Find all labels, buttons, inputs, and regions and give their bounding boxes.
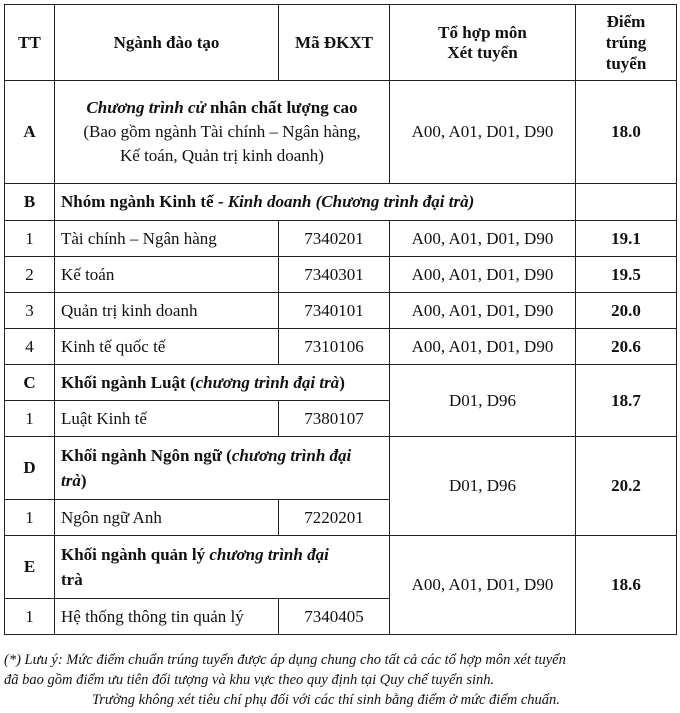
row-name: Luật Kinh tế bbox=[55, 401, 279, 437]
table-row bbox=[5, 221, 677, 257]
row-tt: 1 bbox=[5, 500, 55, 536]
group-d-title-plain: Khối ngành Ngôn ngữ ( bbox=[61, 446, 232, 465]
group-a-sub2: Kế toán, Quản trị kinh doanh) bbox=[120, 146, 324, 165]
table-row bbox=[5, 293, 677, 329]
group-d-tt: D bbox=[5, 437, 55, 500]
group-b-row bbox=[5, 184, 677, 221]
group-d-title bbox=[55, 437, 390, 500]
header-to-hop-l1: Tổ hợp môn bbox=[438, 22, 527, 42]
header-diem-l2: trúng bbox=[605, 33, 647, 52]
group-e-row bbox=[5, 536, 677, 599]
row-tt: 1 bbox=[5, 599, 55, 635]
group-b-title bbox=[55, 184, 576, 221]
row-code: 7380107 bbox=[279, 401, 390, 437]
group-a-row bbox=[5, 81, 677, 184]
group-d-title-end: ) bbox=[80, 471, 87, 490]
group-e-title-line2: trà bbox=[61, 570, 83, 589]
header-to-hop-l2: Xét tuyển bbox=[447, 42, 518, 62]
group-a-combo: A00, A01, D01, D90 bbox=[390, 81, 576, 184]
group-c-title-plain: Khối ngành Luật ( bbox=[61, 372, 196, 392]
row-score: 20.0 bbox=[576, 293, 677, 329]
group-c-title bbox=[55, 365, 390, 401]
row-name: Quản trị kinh doanh bbox=[55, 293, 279, 329]
group-a-sub1: (Bao gồm ngành Tài chính – Ngân hàng, bbox=[83, 122, 361, 141]
group-a-tt: A bbox=[5, 81, 55, 184]
group-c-row bbox=[5, 365, 677, 401]
header-diem-l1: Điểm bbox=[606, 12, 646, 31]
group-a-title-italic: Chương trình cử bbox=[86, 98, 206, 117]
group-e-score: 18.6 bbox=[576, 536, 677, 635]
group-d-title-italic: chương trình đại bbox=[231, 446, 352, 465]
group-d-combo: D01, D96 bbox=[390, 437, 576, 536]
row-tt: 1 bbox=[5, 221, 55, 257]
group-e-combo: A00, A01, D01, D90 bbox=[390, 536, 576, 635]
footnote bbox=[4, 650, 676, 710]
row-code: 7310106 bbox=[279, 329, 390, 365]
row-score: 19.5 bbox=[576, 257, 677, 293]
group-d-title-line2: trà bbox=[61, 471, 81, 490]
header-diem bbox=[576, 5, 677, 81]
table-row bbox=[5, 257, 677, 293]
row-combo: A00, A01, D01, D90 bbox=[390, 293, 576, 329]
row-code: 7340301 bbox=[279, 257, 390, 293]
group-c-title-end: ) bbox=[339, 372, 345, 392]
group-d-row bbox=[5, 437, 677, 500]
row-code: 7340201 bbox=[279, 221, 390, 257]
row-tt: 3 bbox=[5, 293, 55, 329]
row-tt: 1 bbox=[5, 401, 55, 437]
group-c-tt: C bbox=[5, 365, 55, 401]
header-to-hop bbox=[390, 5, 576, 81]
row-code: 7340405 bbox=[279, 599, 390, 635]
row-name: Ngôn ngữ Anh bbox=[55, 500, 279, 536]
row-code: 7340101 bbox=[279, 293, 390, 329]
group-c-score: 18.7 bbox=[576, 365, 677, 437]
row-score: 20.6 bbox=[576, 329, 677, 365]
group-a-score: 18.0 bbox=[576, 81, 677, 184]
row-combo: A00, A01, D01, D90 bbox=[390, 329, 576, 365]
header-tt: TT bbox=[5, 5, 55, 81]
group-b-tt: B bbox=[5, 184, 55, 221]
group-b-empty bbox=[576, 184, 677, 221]
table-row bbox=[5, 329, 677, 365]
group-a-title bbox=[55, 81, 390, 184]
row-combo: A00, A01, D01, D90 bbox=[390, 257, 576, 293]
row-name: Hệ thống thông tin quản lý bbox=[55, 599, 279, 635]
row-tt: 4 bbox=[5, 329, 55, 365]
row-name: Kinh tế quốc tế bbox=[55, 329, 279, 365]
group-e-title bbox=[55, 536, 390, 599]
group-c-combo: D01, D96 bbox=[390, 365, 576, 437]
footnote-line1: (*) Lưu ý: Mức điểm chuẩn trúng tuyển được áp dụng chung cho tất cả các tổ hợp môn xét tuyển bbox=[4, 652, 566, 668]
group-a-title-plain: nhân chất lượng cao bbox=[205, 98, 358, 117]
group-e-tt: E bbox=[5, 536, 55, 599]
header-ma: Mã ĐKXT bbox=[279, 5, 390, 81]
group-b-title-italic: Kinh doanh (Chương trình đại trà) bbox=[227, 192, 475, 211]
group-c-title-italic: chương trình đại trà bbox=[195, 372, 340, 392]
row-code: 7220201 bbox=[279, 500, 390, 536]
footnote-line2: đã bao gồm điểm ưu tiên đối tượng và khu vực theo quy định tại Quy chế tuyển sinh. bbox=[4, 672, 495, 688]
row-score: 19.1 bbox=[576, 221, 677, 257]
header-nganh: Ngành đào tạo bbox=[55, 5, 279, 81]
admission-table bbox=[4, 4, 677, 635]
row-tt: 2 bbox=[5, 257, 55, 293]
row-name: Tài chính – Ngân hàng bbox=[55, 221, 279, 257]
header-row bbox=[5, 5, 677, 81]
group-e-title-plain: Khối ngành quản lý bbox=[61, 545, 210, 564]
group-d-score: 20.2 bbox=[576, 437, 677, 536]
footnote-line3: Trường không xét tiêu chí phụ đối với các thí sinh bằng điểm ở mức điểm chuẩn. bbox=[92, 692, 560, 708]
row-name: Kế toán bbox=[55, 257, 279, 293]
group-b-title-plain: Nhóm ngành Kinh tế - bbox=[61, 192, 228, 211]
group-e-title-italic: chương trình đại bbox=[209, 545, 329, 564]
header-diem-l3: tuyển bbox=[605, 54, 647, 73]
row-combo: A00, A01, D01, D90 bbox=[390, 221, 576, 257]
